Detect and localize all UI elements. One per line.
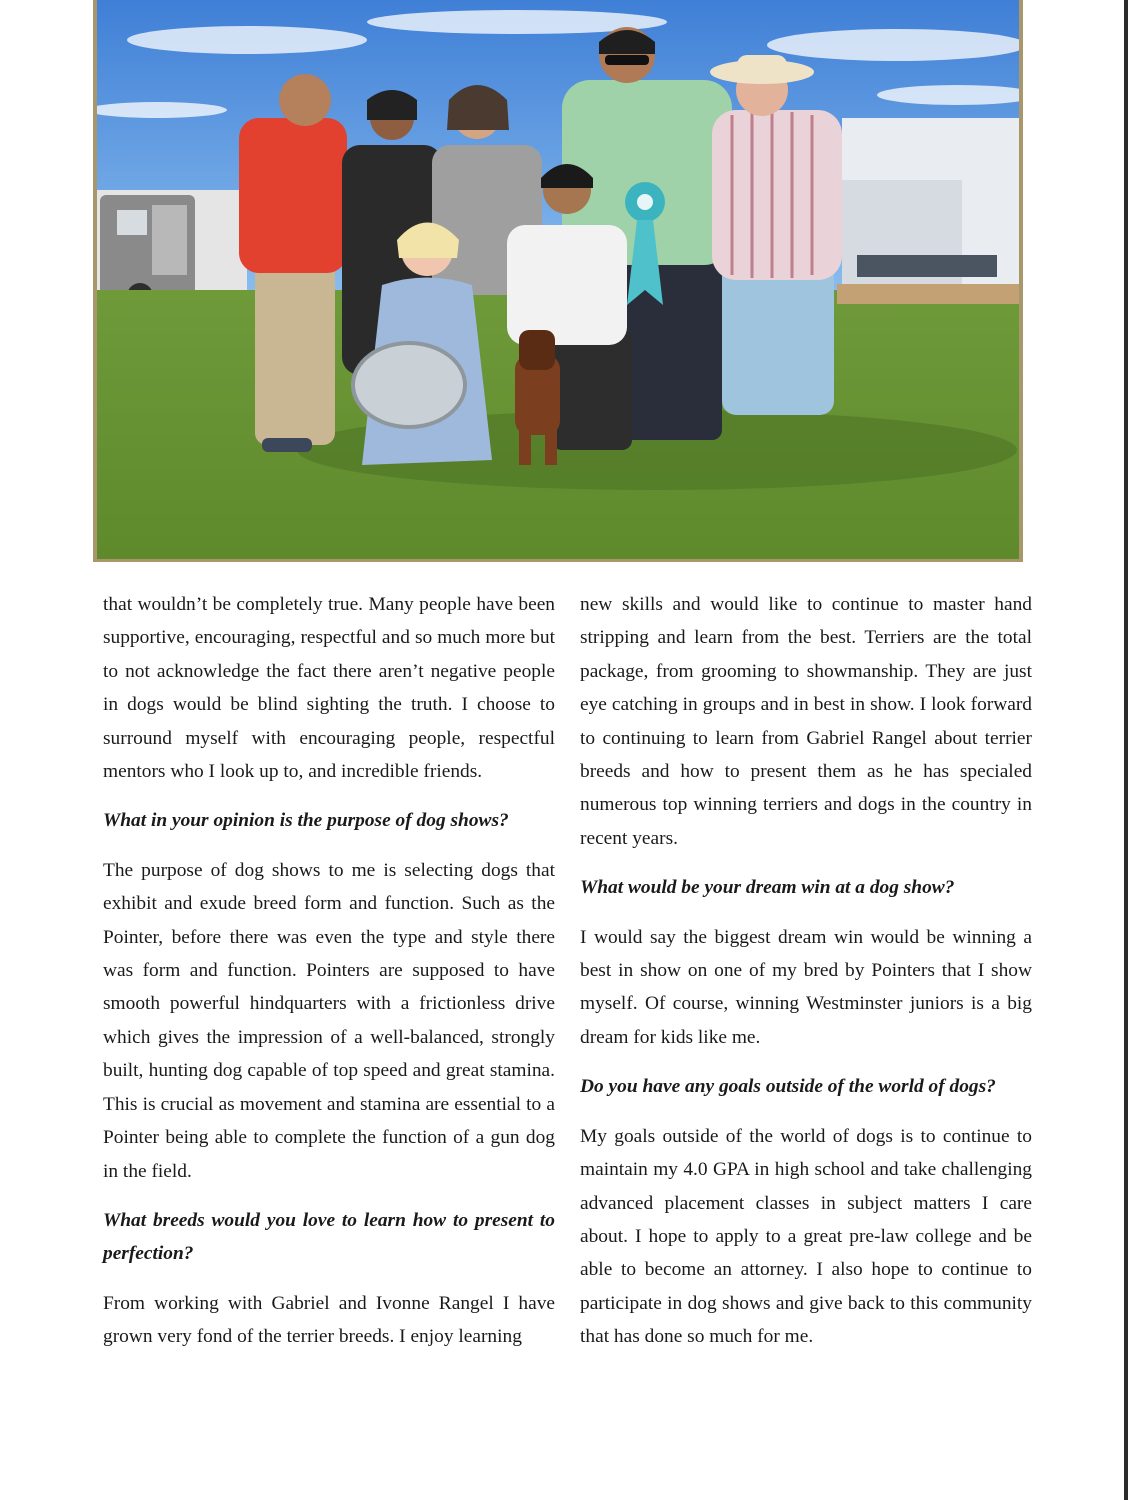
question-heading: What in your opinion is the purpose of dog shows? — [103, 810, 509, 832]
person-red-shirt — [239, 74, 347, 452]
question-heading: Do you have any goals outside of the world of dogs? — [580, 1076, 996, 1098]
answer-paragraph: The purpose of dog shows to me is selecting dogs that exhibit and exude breed form and function. Such as the Pointer, before there was even the type and style there was form and function. Pointers are supposed to have smooth powerful hindquarters with a frictionless drive which gives the impression of a well-balanced, strongly built, hunting dog capable of top speed and great stamina. This is crucial as movement and stamina are essential to a Pointer being able to complete the function of a gun dog in the field. — [103, 859, 555, 1182]
question-heading: What breeds would you love to learn how to present to perfection? — [103, 1209, 555, 1265]
group-photo — [97, 0, 1019, 559]
building-right — [842, 118, 1019, 286]
answer-paragraph: From working with Gabriel and Ivonne Rangel I have grown very fond of the terrier breeds. I enjoy learning — [103, 1292, 555, 1348]
article-columns — [103, 588, 1032, 1370]
left-column — [103, 588, 555, 1370]
silver-tray — [353, 343, 465, 427]
answer-paragraph: My goals outside of the world of dogs is to continue to maintain my 4.0 GPA in high school and take challenging advanced placement classes in subject matters I care about. I hope to apply to a great pre-law college and be able to become an attorney. I also hope to continue to participate in dog shows and give back to this community that has done so much for me. — [580, 1125, 1032, 1348]
right-column — [580, 588, 1032, 1370]
photo-frame — [93, 0, 1023, 562]
page-edge-divider — [1124, 0, 1128, 1500]
question-heading: What would be your dream win at a dog show? — [580, 877, 955, 899]
answer-paragraph: new skills and would like to continue to master hand stripping and learn from the best. Terriers are the total package, from grooming to showmanship. They are just eye catching in groups and in best in show. I look forward to continuing to learn from Gabriel Rangel about terrier breeds and how to present them as he has specialed numerous top winning terriers and dogs in the country in recent years. — [580, 594, 1032, 849]
answer-paragraph: that wouldn’t be completely true. Many people have been supportive, encouraging, respectful and so much more but to not acknowledge the fact there aren’t negative people in dogs would be blind sighting the truth. I choose to surround myself with encouraging people, respectful mentors who I look up to, and incredible friends. — [103, 594, 555, 783]
answer-paragraph: I would say the biggest dream win would be winning a best in show on one of my bred by Pointers that I show myself. Of course, winning Westminster juniors is a big dream for kids like me. — [580, 926, 1032, 1048]
